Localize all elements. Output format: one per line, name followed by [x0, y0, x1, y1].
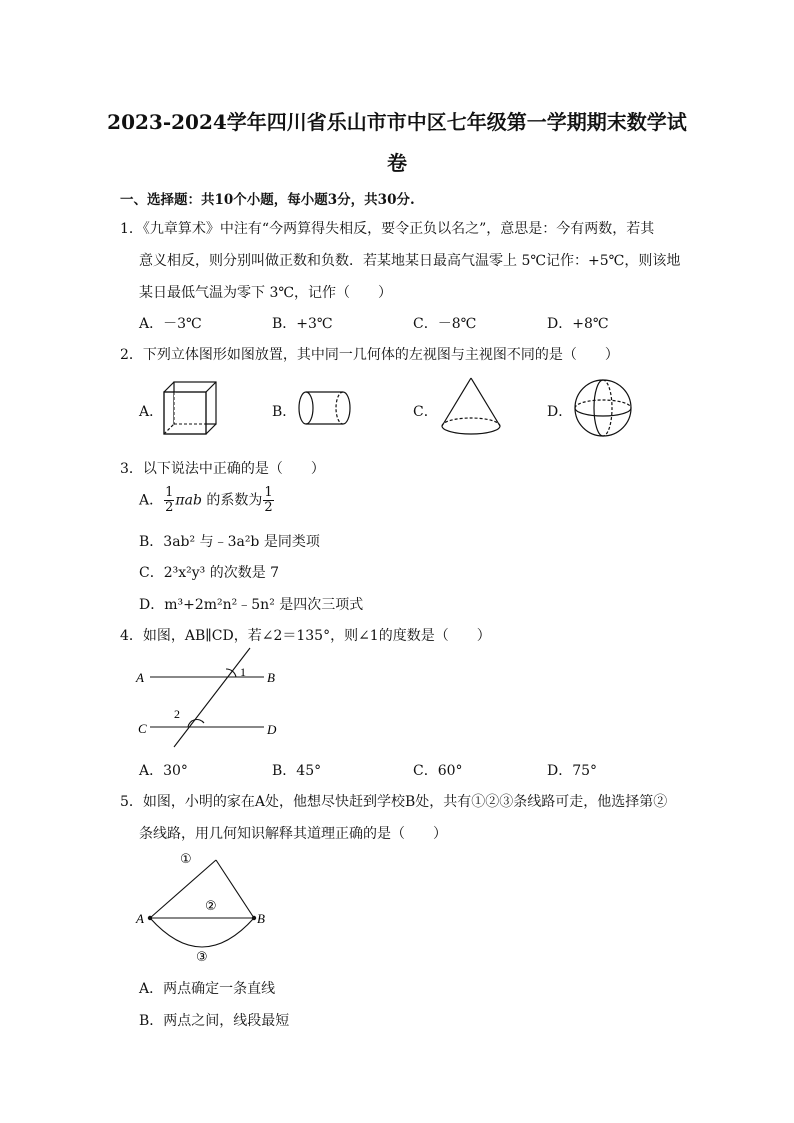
q3-option-c: C．2³x²y³ 的次数是 7 — [139, 565, 280, 581]
q3-option-d: D．m³+2m²n²﹣5n² 是四次三项式 — [139, 597, 364, 613]
cube-figure — [160, 378, 220, 438]
label-a: A — [136, 670, 144, 685]
q1-option-d: D．+8℃ — [547, 316, 609, 332]
angle-1-label: 1 — [240, 665, 246, 679]
cylinder-figure — [296, 388, 356, 428]
q1-line3: 某日最低气温为零下 3℃，记作（ ） — [139, 285, 393, 301]
q4-option-a: A．30° — [139, 763, 188, 779]
q5-option-a: A．两点确定一条直线 — [139, 981, 276, 997]
q3-a-variable: πab — [175, 492, 202, 509]
parallel-lines-figure — [134, 645, 294, 755]
q2-label-b: B． — [272, 404, 297, 420]
q1-option-c: C．－8℃ — [413, 316, 477, 332]
cone-figure — [438, 374, 504, 438]
exam-title-line2: 卷 — [387, 151, 407, 175]
point-b-label: B — [257, 911, 265, 926]
q3-a-fraction2: $\frac{1}{2}$ — [264, 485, 273, 515]
section-heading: 一、选择题：共10个小题，每小题3分，共30分. — [120, 192, 415, 208]
sphere-figure — [572, 378, 636, 440]
route-2-label: ② — [205, 899, 217, 914]
label-d: D — [267, 722, 277, 737]
q5-option-b: B．两点之间，线段最短 — [139, 1013, 290, 1029]
q3-option-a — [139, 486, 275, 515]
q3-a-fraction1: $\frac{1}{2}$ — [165, 485, 174, 515]
q2-stem: 2．下列立体图形如图放置，其中同一几何体的左视图与主视图不同的是（ ） — [120, 347, 619, 363]
q4-option-b: B．45° — [272, 763, 322, 779]
route-3-label: ③ — [196, 950, 208, 965]
q4-option-d: D．75° — [547, 763, 598, 779]
label-b: B — [267, 670, 275, 685]
q2-label-d: D． — [547, 404, 573, 420]
q1-line1: 1．《九章算术》中注有“今两算得失相反，要令正负以名之”，意思是：今有两数，若其 — [120, 221, 655, 237]
q4-stem: 4．如图，AB∥CD，若∠2＝135°，则∠1的度数是（ ） — [120, 628, 491, 644]
q1-option-b: B．+3℃ — [272, 316, 333, 332]
q1-line2: 意义相反，则分别叫做正数和负数．若某地某日最高气温零上 5℃记作：+5℃，则该地 — [139, 253, 681, 269]
route-1-label: ① — [180, 852, 192, 867]
q4-option-c: C．60° — [413, 763, 463, 779]
q5-line1: 5．如图，小明的家在A处，他想尽快赶到学校B处，共有①②③条线路可走，他选择第② — [120, 794, 668, 810]
q2-label-c: C． — [413, 404, 438, 420]
exam-title-line1: 2023-2024学年四川省乐山市市中区七年级第一学期期末数学试 — [107, 110, 687, 134]
label-c: C — [138, 721, 147, 736]
angle-2-label: 2 — [174, 707, 180, 721]
routes-figure — [134, 846, 274, 966]
q2-label-a: A． — [139, 404, 164, 420]
q1-option-a: A．－3℃ — [139, 316, 202, 332]
q3-stem: 3．以下说法中正确的是（ ） — [120, 461, 325, 477]
point-a-label: A — [136, 911, 144, 926]
q3-option-b: B．3ab² 与﹣3a²b 是同类项 — [139, 534, 320, 550]
q3-a-mid: 的系数为 — [201, 492, 263, 509]
q3-a-prefix: A． — [139, 492, 164, 509]
q5-line2: 条线路，用几何知识解释其道理正确的是（ ） — [139, 826, 447, 842]
